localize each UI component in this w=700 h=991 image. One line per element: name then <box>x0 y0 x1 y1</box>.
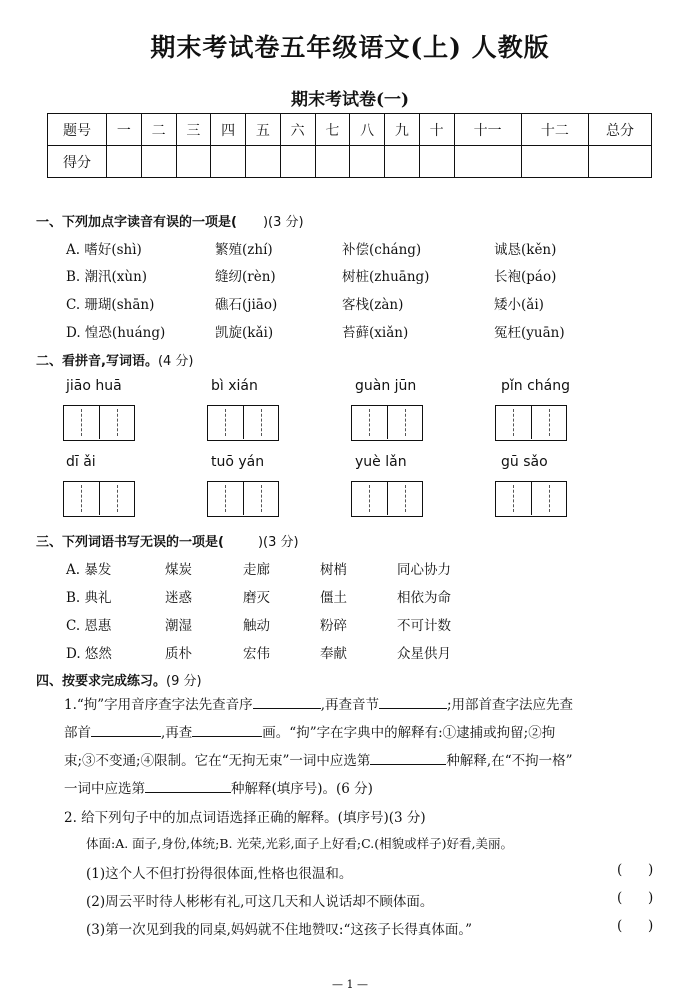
score-cell[interactable] <box>385 146 420 178</box>
q3-option: C. 恩惠 <box>66 618 112 634</box>
score-cell[interactable] <box>107 146 142 178</box>
row-label: 得分 <box>48 146 107 178</box>
q4-definition: 体面:A. 面子,身份,体统;B. 光荣,光彩,面子上好看;C.(相貌或样子)好看,美丽。 <box>86 836 513 851</box>
q4-text: ,再查 <box>161 725 193 741</box>
q1-option: B. 潮汛(xùn) <box>66 269 148 285</box>
q4-part1 <box>64 691 664 803</box>
q1-option: 苔藓(xiǎn) <box>342 325 409 341</box>
pinyin-label: tuō yán <box>211 454 265 470</box>
q3-option: 粉碎 <box>320 618 347 634</box>
q1-option: 冤枉(yuān) <box>494 325 565 341</box>
score-cell[interactable] <box>589 146 652 178</box>
q1-option: 树桩(zhuāng) <box>342 269 430 285</box>
header-cell: 二 <box>141 114 176 146</box>
score-cell[interactable] <box>211 146 246 178</box>
q4-text: ;用部首查字法应先查 <box>446 697 574 713</box>
score-cell[interactable] <box>280 146 315 178</box>
header-cell: 六 <box>280 114 315 146</box>
q1-points: )(3 分) <box>262 215 304 230</box>
q3-option: 众星供月 <box>397 646 451 662</box>
q4-part1-line <box>64 747 664 775</box>
q1-option: D. 惶恐(huáng) <box>66 325 166 341</box>
q1-option: 凯旋(kǎi) <box>215 325 274 341</box>
answer-blank[interactable] <box>91 736 161 737</box>
q1-option: C. 珊瑚(shān) <box>66 297 155 313</box>
exam-subtitle: 期末考试卷(一) <box>290 90 410 110</box>
q4-sentence: (2)周云平时待人彬彬有礼,可这几天和人说话却不顾体面。 <box>86 894 434 910</box>
q4-text: 画。“拘”字在字典中的解释有:①逮捕或拘留;②拘 <box>262 725 556 741</box>
q3-option: 煤炭 <box>165 562 192 578</box>
writing-grid[interactable] <box>63 405 135 441</box>
score-cell[interactable] <box>350 146 385 178</box>
writing-grid[interactable] <box>495 481 567 517</box>
q4-part1-line <box>64 719 664 747</box>
header-cell: 一 <box>107 114 142 146</box>
writing-grid[interactable] <box>63 481 135 517</box>
q1-option: 补偿(cháng) <box>342 242 422 258</box>
q3-option: 不可计数 <box>397 618 451 634</box>
q1-option: A. 嗜好(shì) <box>66 242 142 258</box>
q1-option: 缝纫(rèn) <box>215 269 276 285</box>
answer-blank[interactable] <box>192 736 262 737</box>
q4-text: 1.“拘”字用音序查字法先查音序 <box>64 697 253 713</box>
pinyin-label: pǐn cháng <box>501 378 571 394</box>
writing-grid[interactable] <box>495 405 567 441</box>
q4-text: 种解释(填序号)。(6 分) <box>231 781 373 797</box>
q4-heading-text: 四、按要求完成练习。 <box>36 674 167 689</box>
header-cell: 十 <box>419 114 454 146</box>
q3-option: 相依为命 <box>397 590 451 606</box>
q3-option: 迷惑 <box>165 590 192 606</box>
pinyin-label: jiāo huā <box>66 378 122 394</box>
q3-option: 质朴 <box>165 646 192 662</box>
score-table <box>47 113 652 178</box>
q3-option: 同心协力 <box>397 562 451 578</box>
pinyin-label: dī ǎi <box>66 454 96 470</box>
q4-text: 部首 <box>64 725 91 741</box>
header-cell: 题号 <box>48 114 107 146</box>
q4-sentence: (3)第一次见到我的同桌,妈妈就不住地赞叹:“这孩子长得真体面。” <box>86 922 473 938</box>
header-cell: 三 <box>176 114 211 146</box>
header-cell: 总分 <box>589 114 652 146</box>
q3-heading-text: 三、下列词语书写无误的一项是( <box>36 535 224 550</box>
score-table-score-row <box>48 146 652 178</box>
document-title: 期末考试卷五年级语文(上) 人教版 <box>150 33 550 62</box>
q1-option: 长袍(páo) <box>494 269 557 285</box>
q4-text: 种解释,在“不拘一格” <box>446 753 573 769</box>
score-cell[interactable] <box>419 146 454 178</box>
q3-option: 潮湿 <box>165 618 192 634</box>
header-cell: 十二 <box>521 114 588 146</box>
q3-option: A. 暴发 <box>66 562 112 578</box>
q4-text: 一词中应选第 <box>64 781 145 797</box>
score-cell[interactable] <box>141 146 176 178</box>
header-cell: 五 <box>246 114 281 146</box>
answer-blank[interactable] <box>370 764 446 765</box>
writing-grid[interactable] <box>351 481 423 517</box>
q3-option: 宏伟 <box>243 646 270 662</box>
q4-heading <box>36 670 202 689</box>
score-cell[interactable] <box>454 146 521 178</box>
q1-heading <box>36 211 304 230</box>
q3-option: 走廊 <box>243 562 270 578</box>
answer-paren[interactable]: ( ) <box>617 918 654 934</box>
q1-heading-text: 一、下列加点字读音有误的一项是( <box>36 215 237 230</box>
q3-option: B. 典礼 <box>66 590 112 606</box>
q1-option: 繁殖(zhí) <box>215 242 273 258</box>
q4-part2-heading: 2. 给下列句子中的加点词语选择正确的解释。(填序号)(3 分) <box>64 810 426 826</box>
q3-option: 触动 <box>243 618 270 634</box>
pinyin-label: guàn jūn <box>355 378 417 394</box>
writing-grid[interactable] <box>351 405 423 441</box>
answer-blank[interactable] <box>253 708 321 709</box>
score-cell[interactable] <box>315 146 350 178</box>
q3-heading <box>36 531 299 550</box>
writing-grid[interactable] <box>207 405 279 441</box>
header-cell: 四 <box>211 114 246 146</box>
writing-grid[interactable] <box>207 481 279 517</box>
q4-part1-line <box>64 775 664 803</box>
answer-blank[interactable] <box>145 792 231 793</box>
q2-points: (4 分) <box>157 354 194 369</box>
header-cell: 七 <box>315 114 350 146</box>
pinyin-label: bì xián <box>211 378 258 394</box>
answer-paren[interactable]: ( ) <box>617 862 654 878</box>
header-cell: 八 <box>350 114 385 146</box>
q3-option: 奉献 <box>320 646 347 662</box>
q2-heading <box>36 350 194 369</box>
q4-text: ,再查音节 <box>320 697 379 713</box>
q3-option: 僵土 <box>320 590 347 606</box>
q3-points: )(3 分) <box>257 535 299 550</box>
header-cell: 十一 <box>454 114 521 146</box>
q1-option: 客栈(zàn) <box>342 297 404 313</box>
q4-text: 束;③不变通;④限制。它在“无拘无束”一词中应选第 <box>64 753 371 769</box>
score-cell[interactable] <box>246 146 281 178</box>
page-number: — 1 — <box>332 978 368 991</box>
q1-option: 矮小(ǎi) <box>494 297 544 313</box>
q3-option: 磨灭 <box>243 590 270 606</box>
q4-part1-line <box>64 691 664 719</box>
answer-paren[interactable]: ( ) <box>617 890 654 906</box>
q2-heading-text: 二、看拼音,写词语。 <box>36 354 158 369</box>
header-cell: 九 <box>385 114 420 146</box>
q4-points: (9 分) <box>166 674 202 689</box>
score-cell[interactable] <box>521 146 588 178</box>
score-table-header-row <box>48 114 652 146</box>
q4-sentence: (1)这个人不但打扮得很体面,性格也很温和。 <box>86 866 353 882</box>
q3-option: D. 悠然 <box>66 646 112 662</box>
score-cell[interactable] <box>176 146 211 178</box>
q3-option: 树梢 <box>320 562 347 578</box>
pinyin-label: yuè lǎn <box>355 454 407 470</box>
q1-option: 诚恳(kěn) <box>494 242 557 258</box>
q1-option: 礁石(jiāo) <box>215 297 278 313</box>
answer-blank[interactable] <box>379 708 447 709</box>
pinyin-label: gū sǎo <box>501 454 548 470</box>
